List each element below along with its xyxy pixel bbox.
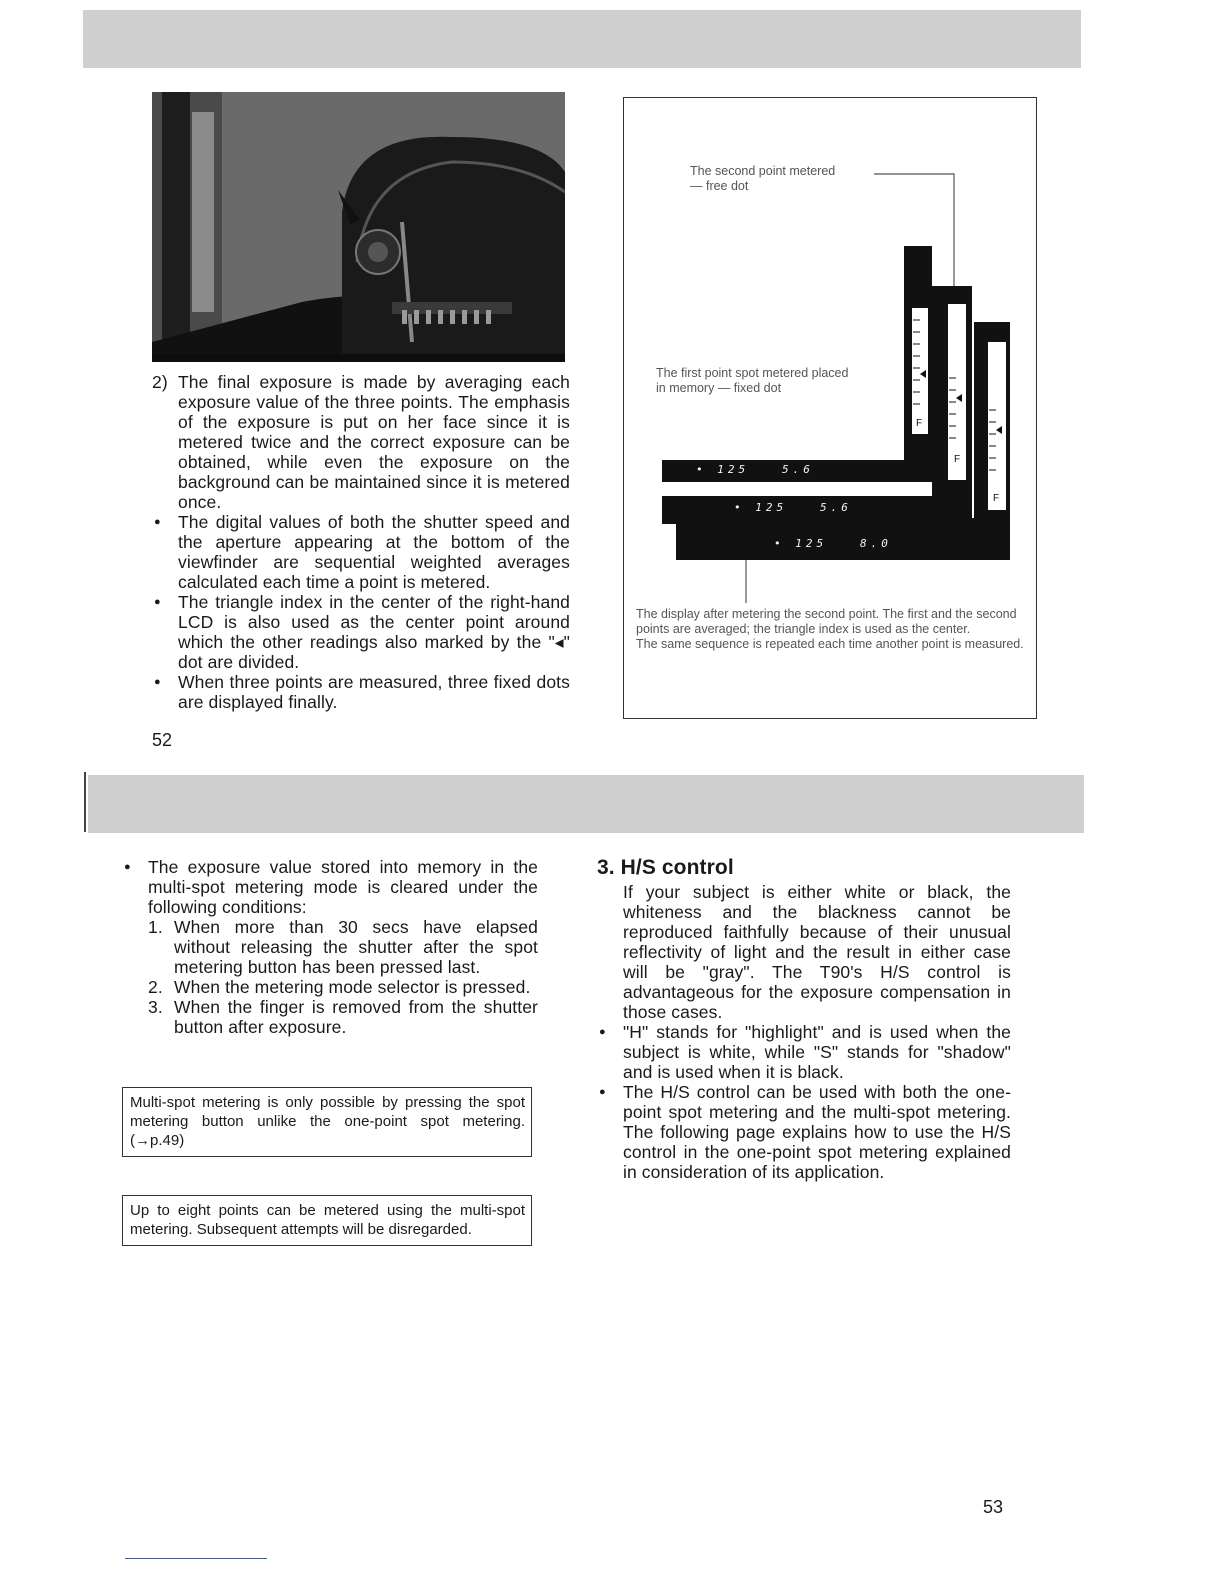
page-number-53: 53 [983,1497,1004,1517]
note-multi-spot-button: Multi-spot metering is only possible by pressing the spot metering button unlike the one-point spot metering. (→p.49) [122,1087,532,1157]
figure-caption-1: The display after metering the second point. The first and the second points are averaged; the triangle index is used as the center. [636,607,1017,636]
link-underline [125,1558,267,1559]
bullet-hs-usage: ● The H/S control can be used with both the one-point spot metering and the multi-spot metering. The following page explains how to use the H/S control in the one-point spot metering explained in consideration of its application. [597,1082,1011,1182]
page-53-header-band [88,775,1084,833]
lcd-shutter-1: • 125 [696,463,750,476]
memory-clear-intro: ● The exposure value stored into memory in the multi-spot metering mode is cleared under the following conditions: [122,857,538,917]
lcd-display-figure [623,97,1037,719]
page-number-52: 52 [152,730,173,750]
camera-photo [152,92,565,362]
memory-clear-section [122,857,538,1037]
bullet-triangle-index: ● The triangle index in the center of the right-hand LCD is also used as the center point around which the other readings also marked by the "◂" dot are divided. [152,592,570,672]
note-eight-points: Up to eight points can be metered using the multi-spot metering. Subsequent attempts will be disregarded. [122,1195,532,1246]
hs-control-section [597,856,1011,1182]
lcd-aperture-2: 5.6 [820,501,852,514]
page-52-text-column [152,372,570,712]
lcd-aperture-3: 8.0 [860,537,892,550]
section-title: 3. H/S control [597,856,734,879]
item-number: 2) [152,372,168,392]
page-divider [84,772,86,832]
list-item: 3. When the finger is removed from the shutter button after exposure. [148,997,538,1037]
figure-caption [636,607,1031,652]
list-item: 2. When the metering mode selector is pressed. [148,977,531,997]
lcd-layer-1 [662,246,932,482]
final-exposure-paragraph [152,372,570,512]
scale-letter-2: F [954,454,961,465]
label-second-point: The second point metered — free dot [690,164,836,193]
label-first-point: The first point spot metered placed in memory — fixed dot [656,366,849,395]
final-exposure-text: The final exposure is made by averaging each exposure value of the three points. The emphasis of the exposure is put on her face since it is metered twice and the correct exposure can be obtained, while even the exposure on the background can be maintained since it is metered once. [178,372,570,512]
scale-letter-3: F [993,493,1000,504]
figure-caption-2: The same sequence is repeated each time another point is measured. [636,637,1024,651]
clear-conditions-list [148,917,538,1037]
bullet-digital-values: ● The digital values of both the shutter speed and the aperture appearing at the bottom of the viewfinder are sequential weighted averages calculated each time a point is metered. [152,512,570,592]
bullet-h-s-meaning: ● "H" stands for "highlight" and is used when the subject is white, while "S" stands for "shadow" and is used when it is black. [597,1022,1011,1082]
page-52-header-band [83,10,1081,68]
bullet-three-points: ● When three points are measured, three fixed dots are displayed finally. [152,672,570,712]
lcd-aperture-1: 5.6 [782,463,814,476]
lcd-shutter-2: • 125 [734,501,788,514]
hs-control-intro: If your subject is either white or black, the whiteness and the blackness cannot be reproduced faithfully because of their unusual reflectivity of light and the result in either case will be "gray". The T90's H/S control is advantageous for the exposure compensation in those cases. [623,882,1011,1022]
lcd-shutter-3: • 125 [774,537,828,550]
scale-letter-1: F [916,418,923,429]
list-item: 1. When more than 30 secs have elapsed without releasing the shutter after the spot metering button has been pressed last. [148,917,538,977]
